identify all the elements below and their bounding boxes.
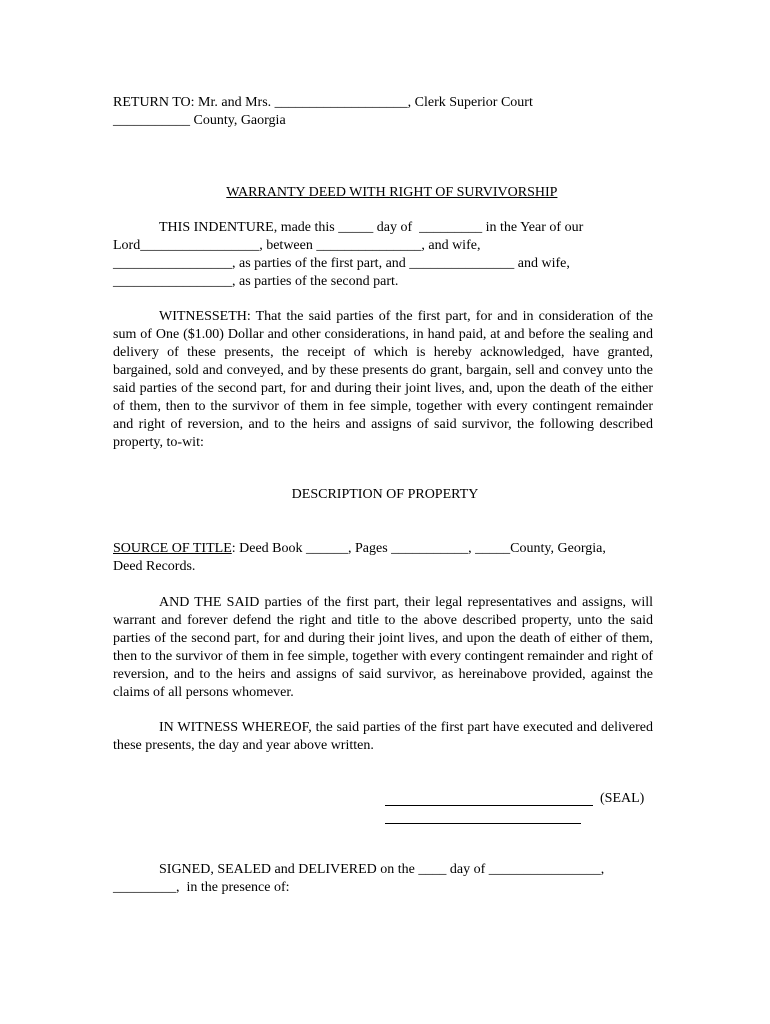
seal-label: (SEAL) <box>600 791 645 806</box>
return-to-line-1: RETURN TO: Mr. and Mrs. ___________________, Clerk Superior Court <box>113 95 533 110</box>
source-of-title-label: SOURCE OF TITLE <box>113 541 232 556</box>
description-heading: DESCRIPTION OF PROPERTY <box>291 487 479 502</box>
source-of-title-details: : Deed Book ______, Pages ___________, _____County, Georgia, <box>231 541 606 556</box>
source-of-title-line-1 <box>113 540 606 558</box>
signature-line-2 <box>385 823 581 824</box>
indenture-line-4: _________________, as parties of the second part. <box>113 274 399 289</box>
signature-line-1 <box>385 805 593 806</box>
return-to-line-2: ___________ County, Gaorgia <box>113 113 286 128</box>
signed-sealed-line-2: _________, in the presence of: <box>113 880 290 895</box>
document-title <box>0 166 770 220</box>
signed-sealed-line-1: SIGNED, SEALED and DELIVERED on the ____ day of ________________, <box>159 862 605 877</box>
indenture-line-3: _________________, as parties of the first part, and _______________ and wife, <box>113 256 570 271</box>
indenture-line-2: Lord_________________, between _______________, and wife, <box>113 238 481 253</box>
warranty-clause-paragraph: AND THE SAID parties of the first part, their legal representatives and assigns, will warrant and forever defend the right and title to the above described property, unto the said parties of the second part, for and during their joint lives, and upon the death of either of them, then to the survivor of them in fee simple, together with every contingent remainder and right of reversion, and to the heirs and assigns of said survivor, as hereinabove provided, against the claims of all persons whomever. <box>113 595 653 700</box>
witnesseth-paragraph: WITNESSETH: That the said parties of the first part, for and in consideration of the sum of One ($1.00) Dollar and other considerations, in hand paid, at and before the sealing and delivery of these presents, the receipt of which is hereby acknowledged, have granted, bargained, sold and conveyed, and by these presents do grant, bargain, sell and convey unto the said parties of the second part, for and during their joint lives, and, upon the death of the either of them, then to the survivor of them in fee simple, together with every contingent remainder and right of reversion, and to the heirs and assigns of said survivor, the following described property, to-wit: <box>113 309 653 450</box>
document-title-text: WARRANTY DEED WITH RIGHT OF SURVIVORSHIP <box>226 185 558 200</box>
source-of-title-line-2: Deed Records. <box>113 559 196 574</box>
witness-clause-paragraph: IN WITNESS WHEREOF, the said parties of the first part have executed and delivered these presents, the day and year above written. <box>113 720 653 753</box>
indenture-line-1: THIS INDENTURE, made this _____ day of _________ in the Year of our <box>159 220 584 235</box>
